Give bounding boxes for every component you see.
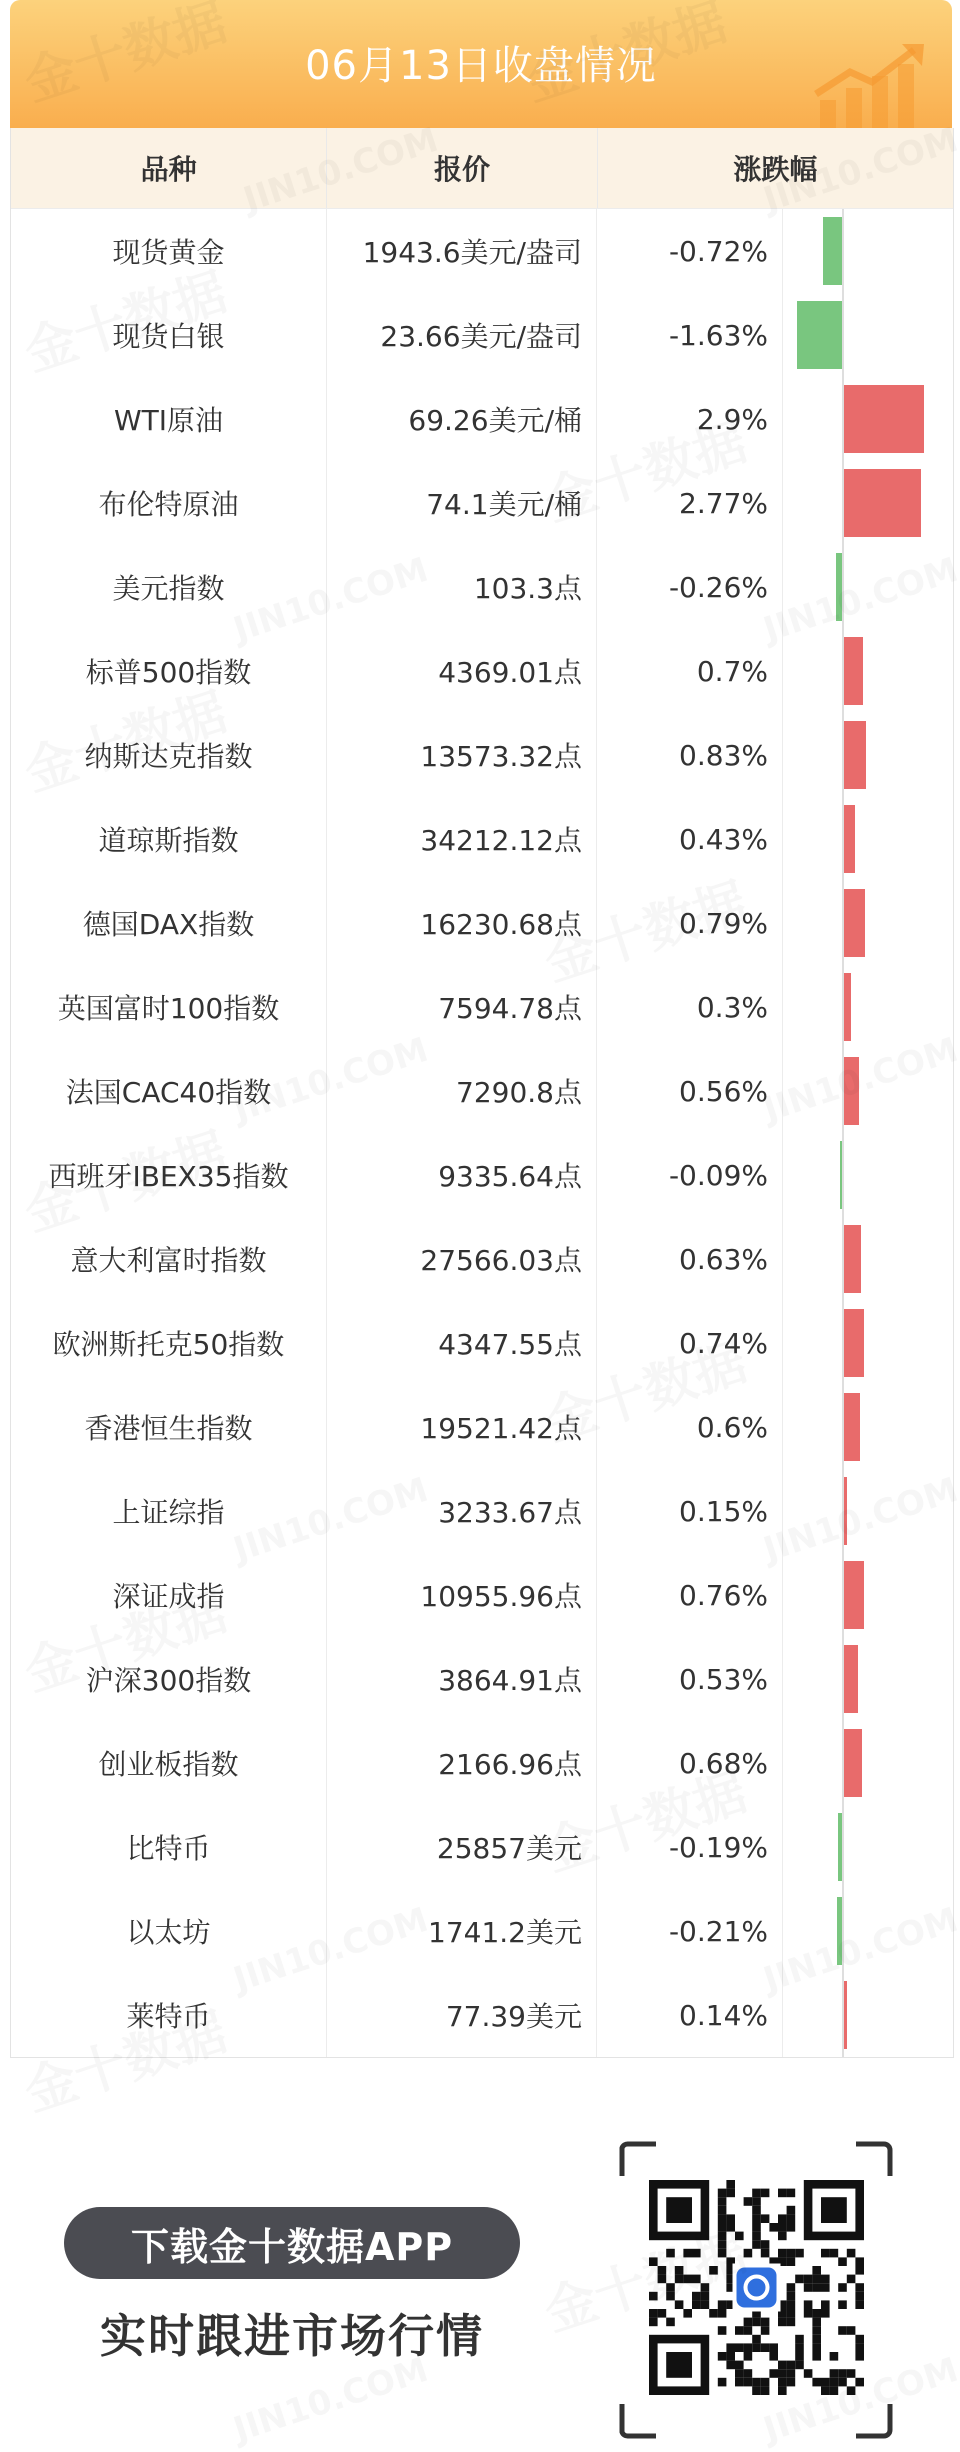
instrument-name: 沪深300指数 [11, 1637, 327, 1721]
change-bar-cell [783, 545, 953, 629]
instrument-name: 莱特币 [11, 1973, 327, 2057]
instrument-change: 0.53% [597, 1637, 783, 1721]
change-bar-up [843, 385, 924, 453]
instrument-change: 0.56% [597, 1049, 783, 1133]
instrument-change: 0.3% [597, 965, 783, 1049]
instrument-name: 比特币 [11, 1805, 327, 1889]
instrument-change: 0.15% [597, 1469, 783, 1553]
instrument-price: 4369.01点 [327, 629, 597, 713]
instrument-name: 美元指数 [11, 545, 327, 629]
table-row [11, 1133, 953, 1217]
instrument-price: 77.39美元 [327, 1973, 597, 2057]
table-row [11, 1553, 953, 1637]
instrument-name: 布伦特原油 [11, 461, 327, 545]
tagline: 实时跟进市场行情 [100, 2309, 484, 2363]
instrument-name: 标普500指数 [11, 629, 327, 713]
change-bar-up [843, 637, 863, 705]
instrument-change: 0.14% [597, 1973, 783, 2057]
change-bar-up [843, 1561, 864, 1629]
change-bar-cell [783, 1301, 953, 1385]
table-row [11, 293, 953, 377]
table-row [11, 1637, 953, 1721]
change-bar-up [843, 1225, 861, 1293]
instrument-change: -0.72% [597, 209, 783, 293]
instrument-change: -1.63% [597, 293, 783, 377]
instrument-name: 创业板指数 [11, 1721, 327, 1805]
change-bar-up [843, 721, 866, 789]
instrument-name: 意大利富时指数 [11, 1217, 327, 1301]
change-bar-cell [783, 797, 953, 881]
change-bar-cell [783, 1049, 953, 1133]
change-bar-up [843, 1645, 858, 1713]
instrument-price: 25857美元 [327, 1805, 597, 1889]
table-row [11, 377, 953, 461]
instrument-name: 纳斯达克指数 [11, 713, 327, 797]
instrument-price: 27566.03点 [327, 1217, 597, 1301]
qr-code-frame [618, 2140, 894, 2440]
page-title: 06月13日收盘情况 [305, 43, 657, 89]
instrument-name: WTI原油 [11, 377, 327, 461]
column-header-change: 涨跌幅 [733, 153, 818, 186]
change-bar-down [797, 301, 843, 369]
instrument-change: 0.43% [597, 797, 783, 881]
instrument-price: 69.26美元/桶 [327, 377, 597, 461]
change-bar-cell [783, 293, 953, 377]
instrument-change: -0.09% [597, 1133, 783, 1217]
instrument-price: 9335.64点 [327, 1133, 597, 1217]
market-table [10, 128, 954, 2058]
instrument-price: 3864.91点 [327, 1637, 597, 1721]
instrument-price: 1943.6美元/盎司 [327, 209, 597, 293]
change-bar-up [843, 469, 921, 537]
instrument-change: 0.83% [597, 713, 783, 797]
instrument-change: 2.9% [597, 377, 783, 461]
download-app-button[interactable]: 下载金十数据APP [64, 2207, 520, 2279]
instrument-price: 19521.42点 [327, 1385, 597, 1469]
table-row [11, 1973, 953, 2057]
instrument-change: -0.21% [597, 1889, 783, 1973]
change-bar-cell [783, 713, 953, 797]
table-row [11, 1385, 953, 1469]
table-row [11, 1469, 953, 1553]
change-axis [842, 209, 844, 2057]
instrument-name: 上证综指 [11, 1469, 327, 1553]
change-bar-cell [783, 1721, 953, 1805]
instrument-change: 0.76% [597, 1553, 783, 1637]
table-row [11, 1889, 953, 1973]
instrument-change: -0.19% [597, 1805, 783, 1889]
instrument-change: 0.74% [597, 1301, 783, 1385]
table-row [11, 965, 953, 1049]
table-row [11, 209, 953, 293]
change-bar-up [843, 1057, 859, 1125]
instrument-price: 74.1美元/桶 [327, 461, 597, 545]
instrument-name: 现货白银 [11, 293, 327, 377]
instrument-price: 2166.96点 [327, 1721, 597, 1805]
instrument-price: 3233.67点 [327, 1469, 597, 1553]
change-bar-up [843, 805, 855, 873]
change-bar-cell [783, 1553, 953, 1637]
instrument-name: 英国富时100指数 [11, 965, 327, 1049]
change-bar-cell [783, 1805, 953, 1889]
instrument-price: 16230.68点 [327, 881, 597, 965]
instrument-price: 1741.2美元 [327, 1889, 597, 1973]
change-bar-cell [783, 461, 953, 545]
instrument-name: 现货黄金 [11, 209, 327, 293]
change-bar-cell [783, 1469, 953, 1553]
change-bar-up [843, 973, 851, 1041]
instrument-name: 香港恒生指数 [11, 1385, 327, 1469]
instrument-price: 7594.78点 [327, 965, 597, 1049]
instrument-change: 0.6% [597, 1385, 783, 1469]
instrument-name: 深证成指 [11, 1553, 327, 1637]
table-row [11, 1301, 953, 1385]
table-row [11, 881, 953, 965]
instrument-price: 23.66美元/盎司 [327, 293, 597, 377]
change-bar-cell [783, 1637, 953, 1721]
table-row [11, 1805, 953, 1889]
table-row [11, 797, 953, 881]
instrument-price: 7290.8点 [327, 1049, 597, 1133]
change-bar-cell [783, 1889, 953, 1973]
instrument-name: 法国CAC40指数 [11, 1049, 327, 1133]
instrument-name: 西班牙IBEX35指数 [11, 1133, 327, 1217]
instrument-change: -0.26% [597, 545, 783, 629]
table-row [11, 1217, 953, 1301]
change-bar-up [843, 1309, 864, 1377]
change-bar-cell [783, 209, 953, 293]
change-bar-up [843, 1393, 860, 1461]
table-body [11, 209, 953, 2057]
instrument-price: 4347.55点 [327, 1301, 597, 1385]
change-bar-cell [783, 881, 953, 965]
change-bar-cell [783, 965, 953, 1049]
table-header [11, 128, 953, 209]
trend-up-chart-icon [806, 42, 932, 128]
change-bar-cell [783, 629, 953, 713]
instrument-name: 欧洲斯托克50指数 [11, 1301, 327, 1385]
instrument-name: 以太坊 [11, 1889, 327, 1973]
instrument-change: 0.7% [597, 629, 783, 713]
instrument-price: 103.3点 [327, 545, 597, 629]
table-row [11, 545, 953, 629]
instrument-price: 34212.12点 [327, 797, 597, 881]
table-row [11, 713, 953, 797]
change-bar-up [843, 889, 865, 957]
change-bar-down [823, 217, 843, 285]
table-row [11, 1721, 953, 1805]
column-header-price: 报价 [327, 128, 597, 208]
change-bar-up [843, 1729, 862, 1797]
table-row [11, 629, 953, 713]
instrument-change: 0.79% [597, 881, 783, 965]
header-banner [10, 0, 952, 128]
instrument-price: 10955.96点 [327, 1553, 597, 1637]
change-bar-cell [783, 1973, 953, 2057]
instrument-name: 德国DAX指数 [11, 881, 327, 965]
column-header-name: 品种 [11, 128, 327, 208]
change-bar-cell [783, 1217, 953, 1301]
change-bar-cell [783, 1133, 953, 1217]
instrument-change: 0.68% [597, 1721, 783, 1805]
table-row [11, 461, 953, 545]
instrument-change: 0.63% [597, 1217, 783, 1301]
instrument-price: 13573.32点 [327, 713, 597, 797]
change-bar-cell [783, 377, 953, 461]
change-bar-cell [783, 1385, 953, 1469]
instrument-name: 道琼斯指数 [11, 797, 327, 881]
qr-code-icon[interactable] [646, 2170, 866, 2410]
table-row [11, 1049, 953, 1133]
instrument-change: 2.77% [597, 461, 783, 545]
